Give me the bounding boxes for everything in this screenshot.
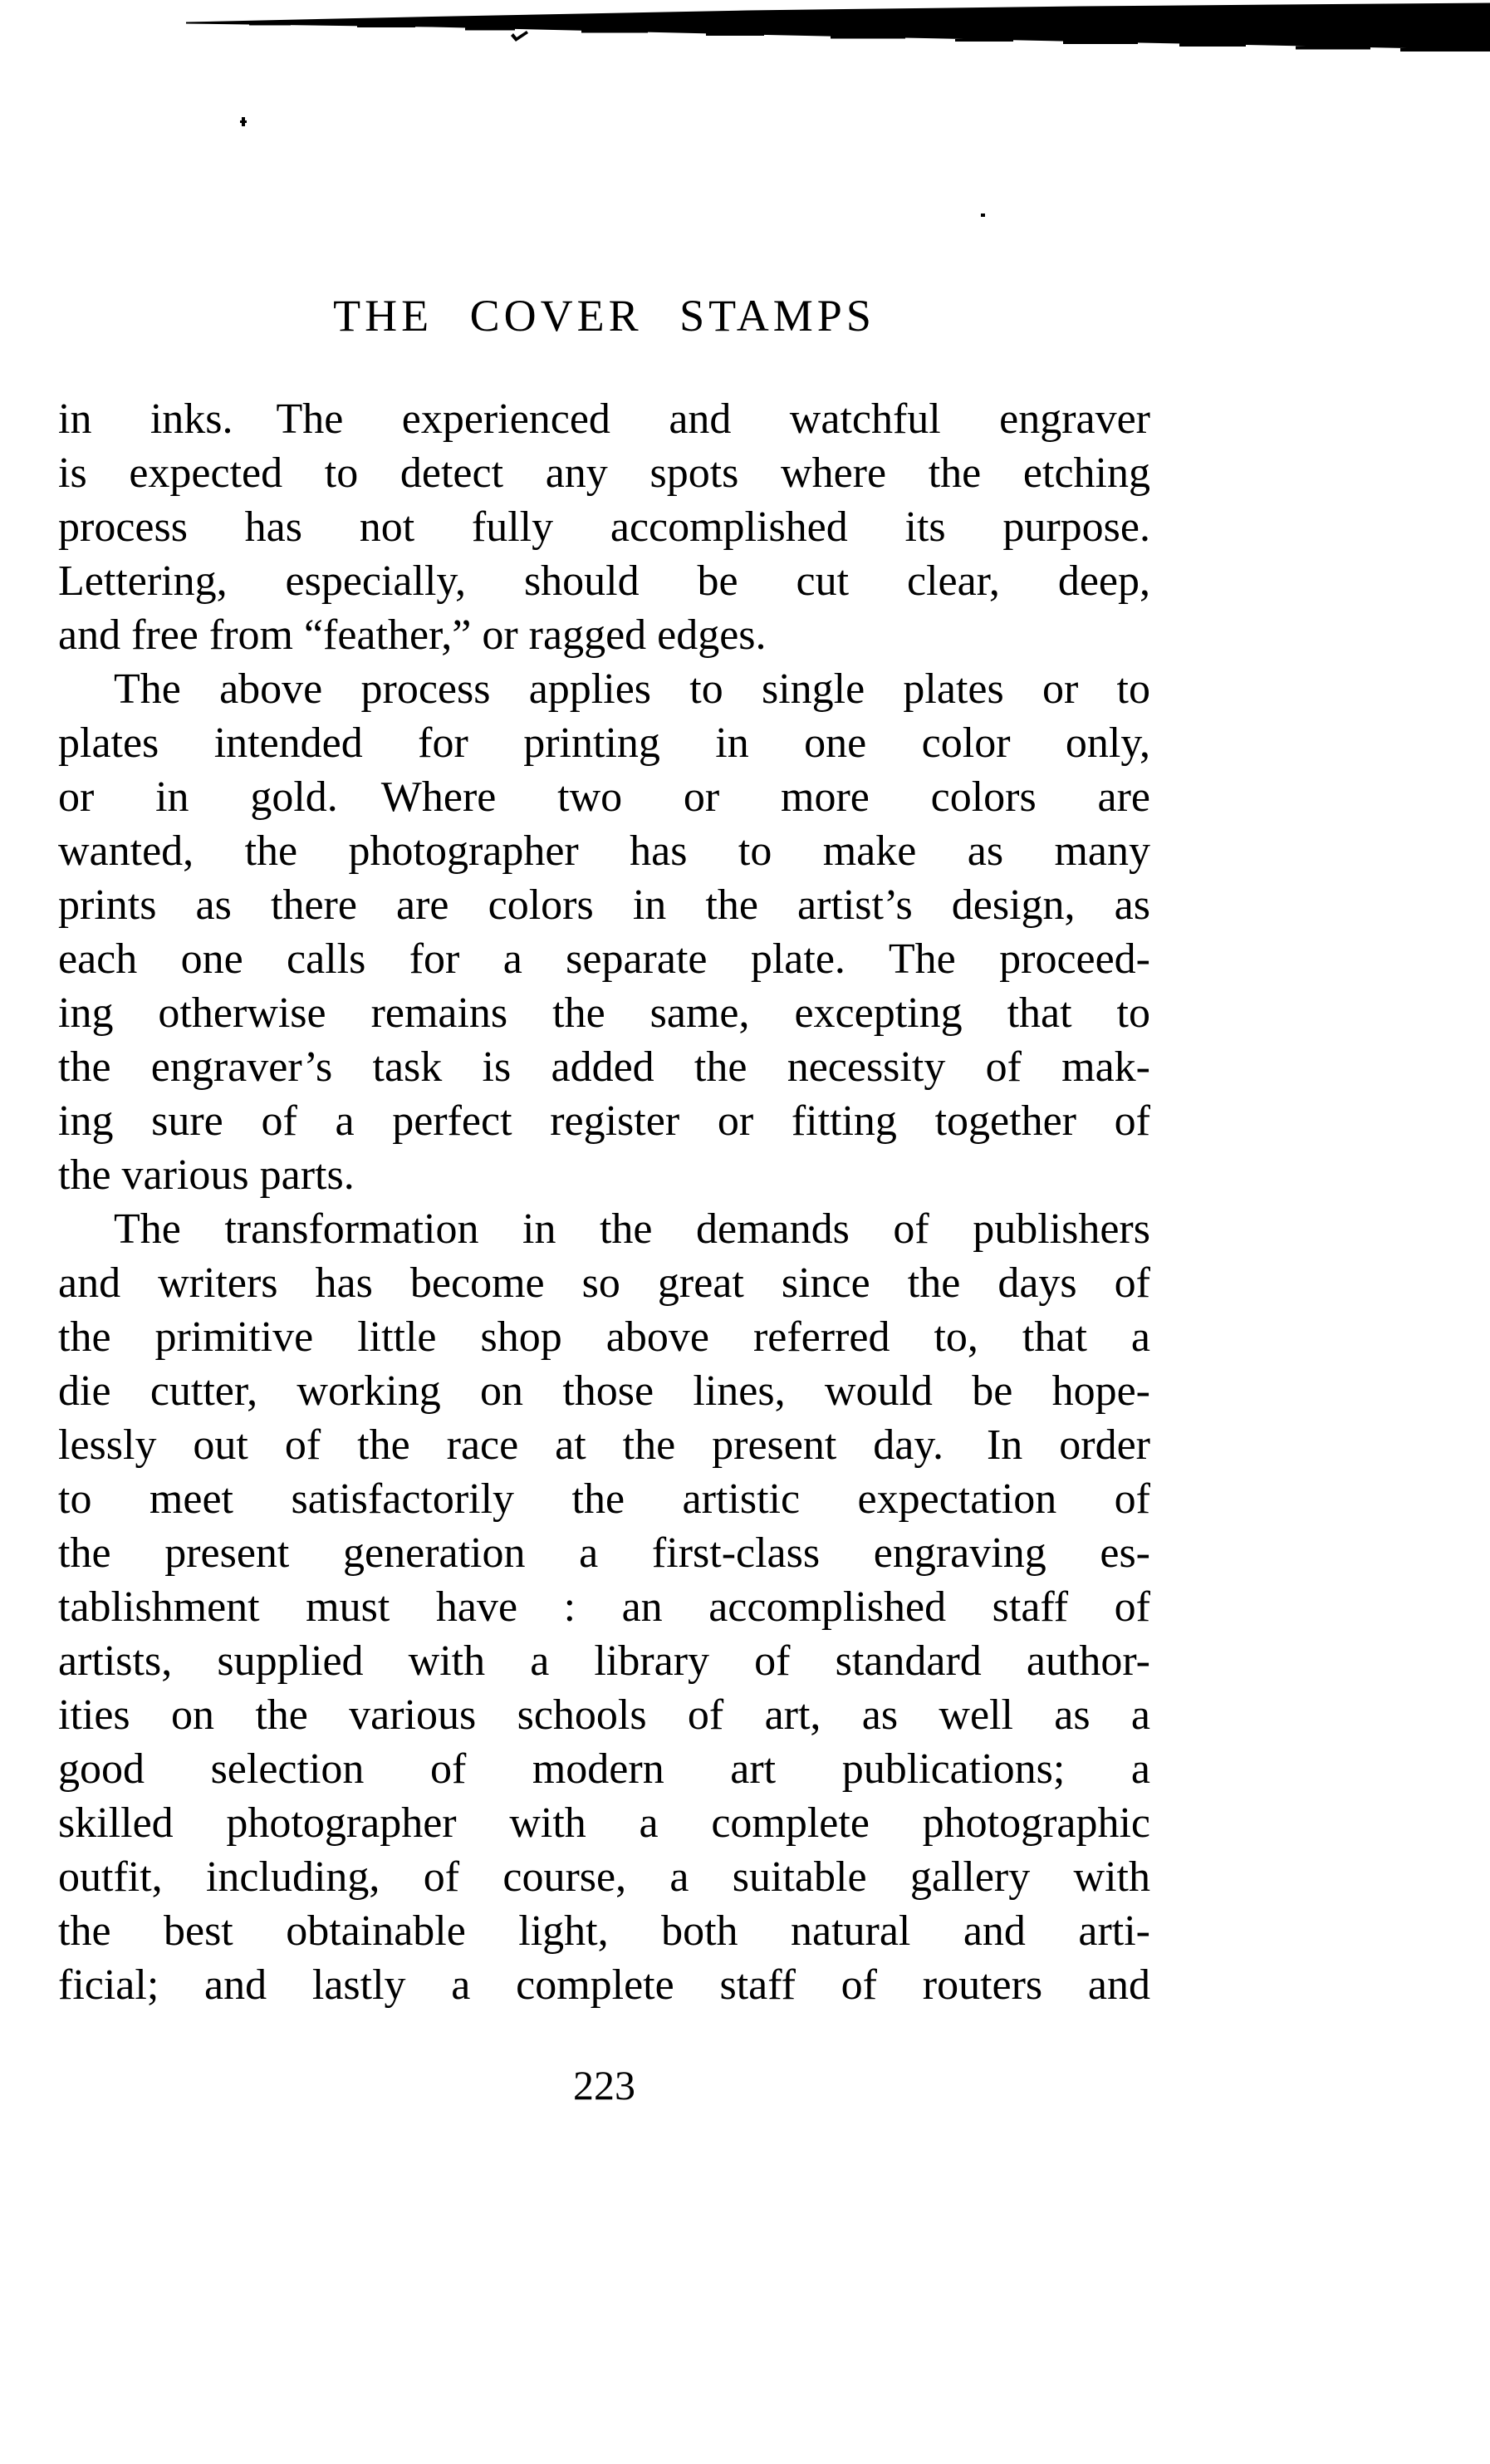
text-line: and writers has become so great since the days of — [58, 1259, 1150, 1307]
text-line: ing sure of a perfect register or fitting together of — [58, 1097, 1150, 1145]
text-line: good selection of modern art publications; a — [58, 1745, 1150, 1793]
text-line: ing otherwise remains the same, excepting that to — [58, 989, 1150, 1037]
text-line: plates intended for printing in one color only, — [58, 719, 1150, 767]
text-line: process has not fully accomplished its purpose. — [58, 503, 1150, 551]
text-line: the engraver’s task is added the necessity of mak- — [58, 1043, 1150, 1091]
text-line: to meet satisfactorily the artistic expectation of — [58, 1475, 1150, 1523]
text-line: tablishment must have : an accomplished staff of — [58, 1583, 1150, 1631]
text-line: prints as there are colors in the artist’s design, as — [58, 881, 1150, 929]
body-text — [58, 392, 1150, 2012]
text-line: die cutter, working on those lines, would be hope- — [58, 1367, 1150, 1415]
text-line: ities on the various schools of art, as well as a — [58, 1691, 1150, 1739]
text-line: wanted, the photographer has to make as many — [58, 827, 1150, 875]
text-line: the present generation a first-class engraving es- — [58, 1529, 1150, 1577]
text-line: The above process applies to single plates or to — [114, 665, 1150, 713]
text-line: ficial; and lastly a complete staff of routers and — [58, 1961, 1150, 2009]
text-line: outfit, including, of course, a suitable gallery with — [58, 1853, 1150, 1901]
text-line: the primitive little shop above referred to, that a — [58, 1313, 1150, 1361]
text-column — [58, 0, 1150, 2110]
page-title: THE COVER STAMPS — [333, 291, 875, 341]
text-line: the various parts. — [58, 1151, 355, 1199]
text-line: in inks. The experienced and watchful engraver — [58, 395, 1150, 443]
text-line: is expected to detect any spots where the etching — [58, 449, 1150, 497]
text-line: each one calls for a separate plate. The proceed- — [58, 935, 1150, 983]
text-line: Lettering, especially, should be cut clear, deep, — [58, 557, 1150, 605]
page-number: 223 — [573, 2062, 635, 2108]
text-line: skilled photographer with a complete photographic — [58, 1799, 1150, 1847]
text-line: the best obtainable light, both natural and arti- — [58, 1907, 1150, 1955]
text-line: lessly out of the race at the present day. In order — [58, 1421, 1150, 1469]
text-line: and free from “feather,” or ragged edges. — [58, 611, 767, 659]
text-line: The transformation in the demands of publishers — [114, 1205, 1150, 1253]
text-line: or in gold. Where two or more colors are — [58, 773, 1150, 821]
text-line: artists, supplied with a library of standard author- — [58, 1637, 1150, 1685]
